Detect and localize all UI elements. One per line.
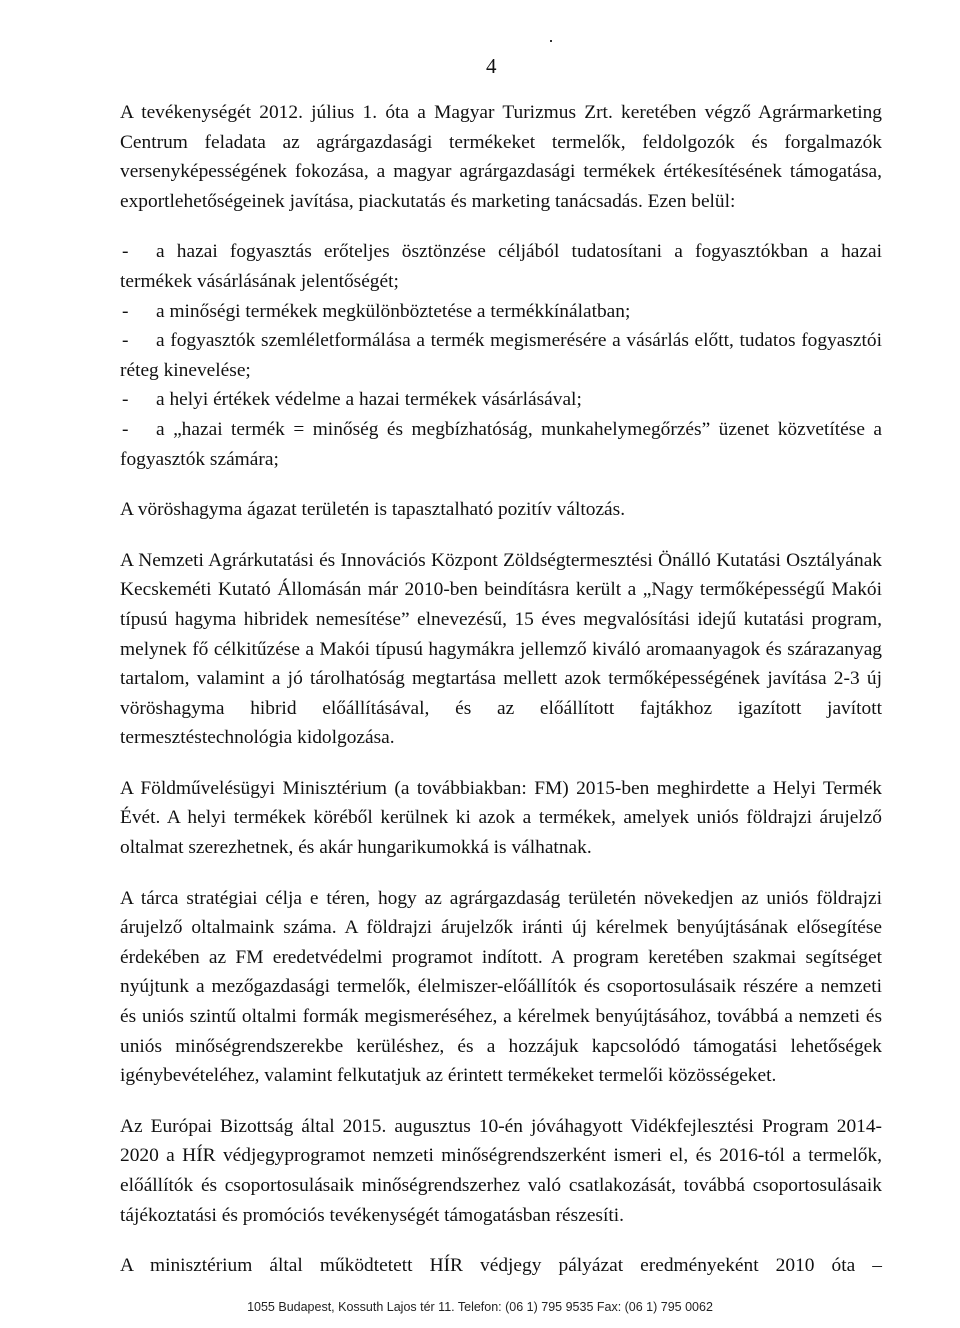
dash-marker: - <box>122 330 129 352</box>
paragraph-research-program: A Nemzeti Agrárkutatási és Innovációs Központ Zöldségtermesztési Önálló Kutatási Osztályának Kecskeméti Kutató Állomásán már 2010-ben beindításra került a „Nagy termőképességű Makói típusú hagyma hibridek nemesítése” elnevezésű, 15 éves megvalósítási idejű kutatási program, melynek fő célkitűzése a Makói típusú hagymákra jellemző kiváló aromaanyagok és szárazanyag tartalom, valamint a jó tárolhatóság megtartása mellett azok termőképességének javítása 2-3 új vöröshagyma hibrid előállításával, és az előállított fajtákhoz igazított javított termesztéstechnológia kidolgozása. <box>120 549 882 749</box>
dash-marker: - <box>122 389 129 411</box>
list-item: - a minőségi termékek megkülönböztetése a termékkínálatban; <box>120 297 882 327</box>
list-item: - a „hazai termék = minőség és megbízhatóság, munkahelymegőrzés” üzenet közvetítése a fogyasztók számára; <box>120 415 882 474</box>
dash-marker: - <box>122 300 129 322</box>
page-footer-address: 1055 Budapest, Kossuth Lajos tér 11. Telefon: (06 1) 795 9535 Fax: (06 1) 795 0062 <box>247 1300 713 1314</box>
scan-speck <box>550 40 552 42</box>
list-item: - a helyi értékek védelme a hazai termékek vásárlásával; <box>120 385 882 415</box>
bullet-list <box>120 237 882 474</box>
list-item: - a fogyasztók szemléletformálása a termék megismerésére a vásárlás előtt, tudatos fogyasztói réteg kinevelése; <box>120 326 882 385</box>
paragraph-hir-trademark: A minisztérium által működtetett HÍR védjegy pályázat eredményeként 2010 óta – <box>120 1255 882 1277</box>
dash-marker: - <box>122 241 129 263</box>
dash-marker: - <box>122 418 129 440</box>
paragraph-intro: A tevékenységét 2012. július 1. óta a Magyar Turizmus Zrt. keretében végző Agrármarketing Centrum feladata az agrárgazdasági termékeket termelők, feldolgozók és forgalmazók versenyképességének fokozása, a magyar agrárgazdasági termékek értékesítésének támogatása, exportlehetőségeinek javítása, piackutatás és marketing tanácsadás. Ezen belül: <box>120 102 882 212</box>
document-body <box>120 98 882 1281</box>
paragraph-rural-development: Az Európai Bizottság által 2015. augusztus 10-én jóváhagyott Vidékfejlesztési Program 2014-2020 a HÍR védjegyprogramot nemzeti minőségrendszerként ismeri el, és 2016-tól a termelők, előállítók és csoportosulásaik minőségrendszerhez való csatlakozását, továbbá csoportosulásaik tájékoztatási és promóciós tevékenységét támogatásban részesíti. <box>120 1115 882 1226</box>
paragraph-ministry-strategy: A tárca stratégiai célja e téren, hogy az agrárgazdaság területén növekedjen az uniós földrajzi árujelző oltalmaink száma. A földrajzi árujelzők iránti új kérelmek benyújtásának elősegítése érdekében az FM eredetvédelmi programot indított. A program keretében szakmai segítséget nyújtunk a mezőgazdasági termelők, élelmiszer-előállítók és csoportosulásaik részére a nemzeti és uniós szintű oltalmi formák megismeréséhez, a kérelmek benyújtásához, továbbá a nemzeti és uniós minőségrendszerekbe kerüléshez, és a hozzájuk kapcsolódó támogatási lehetőségek igénybevételéhez, valamint felkutatjuk az érintett termékeket termelői közösségeket. <box>120 887 882 1087</box>
page-number: 4 <box>486 54 497 78</box>
paragraph-local-product-year: A Földművelésügyi Minisztérium (a továbbiakban: FM) 2015-ben meghirdette a Helyi Termék Évét. A helyi termékek köréből kerülnek ki azok a termékek, amelyek uniós földrajzi árujelző oltalmat szerezhetnek, és akár hungarikumokká is válhatnak. <box>120 777 882 859</box>
paragraph-onion-sector: A vöröshagyma ágazat területén is tapasztalható pozitív változás. <box>120 499 626 521</box>
list-item: - a hazai fogyasztás erőteljes ösztönzése céljából tudatosítani a fogyasztókban a hazai termékek vásárlásának jelentőségét; <box>120 237 882 296</box>
